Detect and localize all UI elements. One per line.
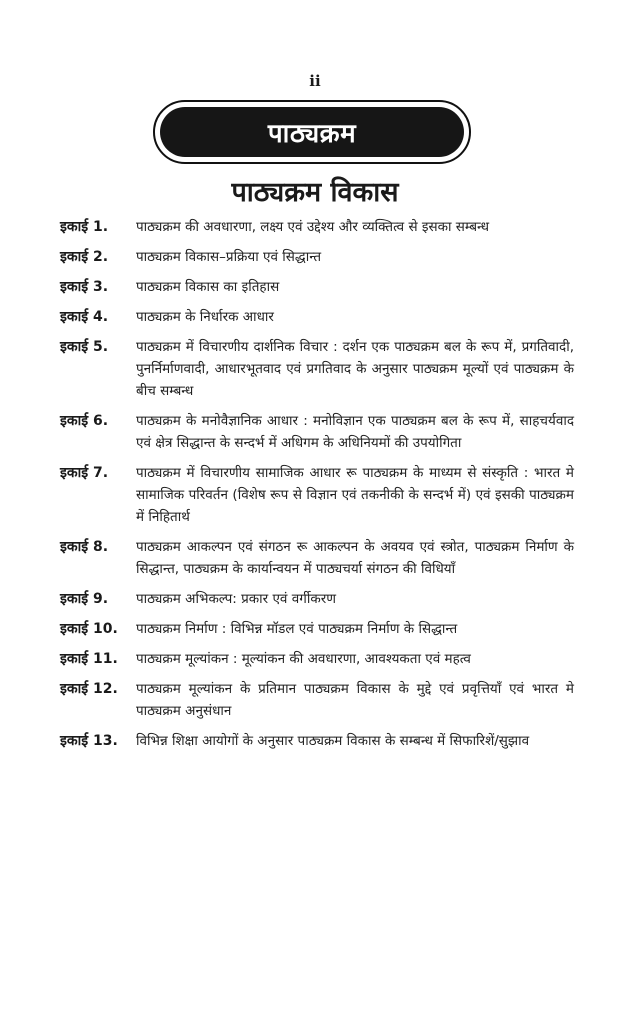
unit-label: इकाई 9. <box>60 591 109 607</box>
unit-label: इकाई 4. <box>60 309 109 325</box>
unit-label: इकाई 13. <box>60 733 118 749</box>
unit-label: इकाई 12. <box>60 681 118 697</box>
page-subtitle: पाठ्यक्रम विकास <box>231 177 399 208</box>
unit-text: पाठ्यक्रम आकल्पन एवं संगठन रू आकल्पन के अवयव एवं स्त्रोत, पाठ्यक्रम निर्माण के सिद्धान्त, पाठ्यक्रम के कार्यान्वयन में पाठ्यचर्या संगठन की विधियाँ <box>136 539 574 577</box>
unit-label: इकाई 3. <box>60 279 109 295</box>
unit-label: इकाई 1. <box>60 219 109 235</box>
unit-text: पाठ्यक्रम विकास–प्रक्रिया एवं सिद्धान्त <box>136 249 322 265</box>
unit-item <box>60 306 574 328</box>
unit-text: पाठ्यक्रम में विचारणीय सामाजिक आधार रू पाठ्यक्रम के माध्यम से संस्कृति : भारत मे सामाजिक परिवर्तन (विशेष रूप से विज्ञान एवं तकनीकी के सन्दर्भ में) एवं इसकी पाठ्यक्रम में निहितार्थ <box>136 465 574 525</box>
unit-text: पाठ्यक्रम अभिकल्प: प्रकार एवं वर्गीकरण <box>136 591 336 607</box>
unit-text: पाठ्यक्रम मूल्यांकन के प्रतिमान पाठ्यक्रम विकास के मुद्दे एवं प्रवृत्तियाँ एवं भारत मे पाठ्यक्रम अनुसंधान <box>136 681 574 719</box>
unit-text: पाठ्यक्रम के निर्धारक आधार <box>136 309 274 325</box>
unit-text: पाठ्यक्रम में विचारणीय दार्शनिक विचार : दर्शन एक पाठ्यक्रम बल के रूप में, प्रगतिवादी, पुनर्निर्माणवादी, आधारभूतवाद एवं प्रगतिवाद के अनुसार पाठ्यक्रम मूल्यों एवं पाठ्यक्रम के बीच सम्बन्ध <box>136 339 574 399</box>
unit-label: इकाई 6. <box>60 413 109 429</box>
unit-label: इकाई 8. <box>60 539 109 555</box>
unit-label: इकाई 11. <box>60 651 118 667</box>
unit-item <box>60 730 574 752</box>
unit-item <box>60 618 574 640</box>
unit-text: पाठ्यक्रम के मनोवैज्ञानिक आधार : मनोविज्ञान एक पाठ्यक्रम बल के रूप में, साहचर्यवाद एवं क्षेत्र सिद्धान्त के सन्दर्भ में अधिगम के अधिनियमों की उपयोगिता <box>136 413 574 451</box>
title-banner <box>153 100 471 164</box>
unit-item <box>60 588 574 610</box>
unit-text: पाठ्यक्रम की अवधारणा, लक्ष्य एवं उद्देश्य और व्यक्तित्व से इसका सम्बन्ध <box>136 219 490 235</box>
unit-text: पाठ्यक्रम मूल्यांकन : मूल्यांकन की अवधारणा, आवश्यकता एवं महत्व <box>136 651 471 667</box>
unit-label: इकाई 10. <box>60 621 118 637</box>
page-number: ii <box>309 72 321 90</box>
unit-item <box>60 246 574 268</box>
unit-text: पाठ्यक्रम निर्माण : विभिन्न मॉडल एवं पाठ्यक्रम निर्माण के सिद्धान्त <box>136 621 458 637</box>
unit-label: इकाई 7. <box>60 465 109 481</box>
banner-title: पाठ्यक्रम <box>160 107 464 157</box>
unit-label: इकाई 5. <box>60 339 109 355</box>
unit-item <box>60 536 574 580</box>
unit-item <box>60 216 574 238</box>
unit-text: विभिन्न शिक्षा आयोगों के अनुसार पाठ्यक्रम विकास के सम्बन्ध में सिफारिशें/सुझाव <box>136 733 530 749</box>
unit-item <box>60 276 574 298</box>
unit-label: इकाई 2. <box>60 249 109 265</box>
unit-text: पाठ्यक्रम विकास का इतिहास <box>136 279 280 295</box>
unit-item <box>60 648 574 670</box>
unit-item <box>60 410 574 454</box>
unit-list <box>60 216 574 760</box>
unit-item <box>60 336 574 402</box>
unit-item <box>60 462 574 528</box>
unit-item <box>60 678 574 722</box>
